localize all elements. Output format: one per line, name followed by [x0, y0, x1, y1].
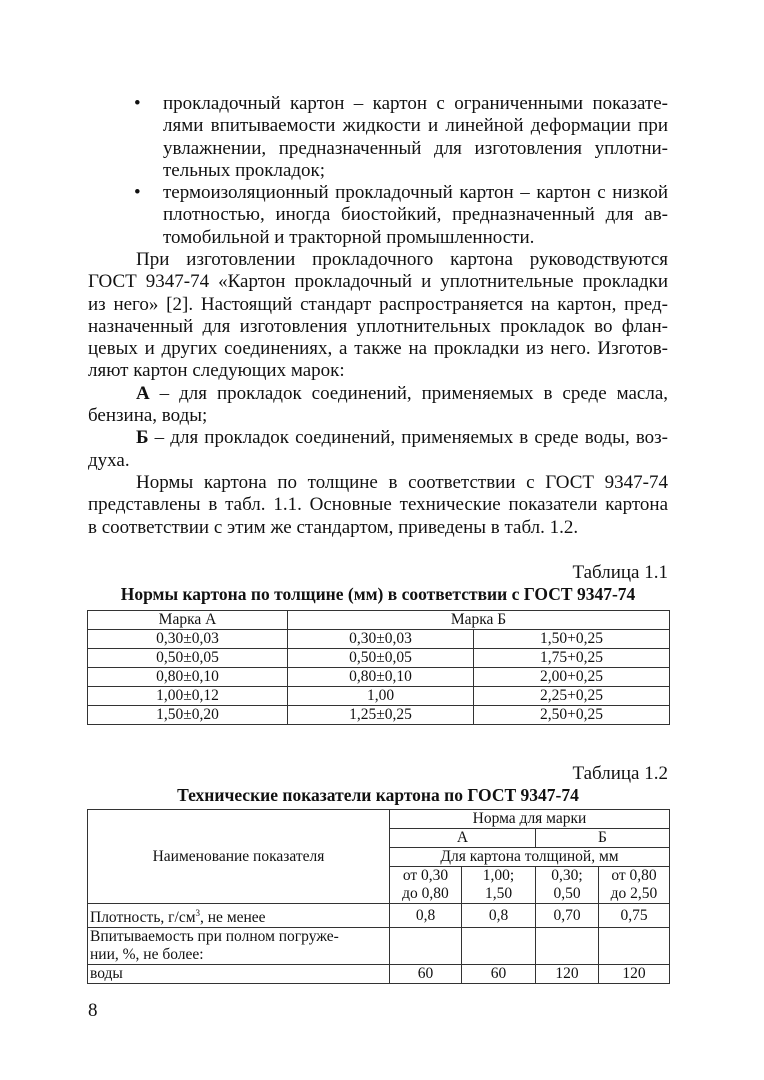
table1-title: Нормы картона по толщине (мм) в соответствии с ГОСТ 9347-74	[120, 584, 636, 604]
cell: 0,80±0,10	[288, 668, 474, 687]
line: 1,00;	[482, 867, 515, 884]
line: тельных прокладок;	[163, 159, 326, 181]
line: до 0,80	[402, 885, 449, 902]
table-row	[88, 649, 670, 668]
line: увлажнении, предназначенный для изготовления уплотни-	[163, 137, 668, 159]
line: При изготовлении прокладочного картона руководствуются	[136, 249, 668, 270]
list-item	[88, 93, 668, 115]
line: – для прокладок соединений, применяемых в среде воды, воз-	[148, 427, 668, 449]
cell: 1,00	[288, 687, 474, 706]
header-cell: Марка Б	[288, 611, 670, 630]
header-cell	[390, 867, 462, 904]
cell: 2,00+0,25	[474, 668, 670, 687]
line: Нормы картона по толщине в соответствии с ГОСТ 9347-74	[136, 471, 668, 493]
line: ляют картон следующих марок:	[88, 360, 345, 382]
cell: 60	[390, 965, 462, 984]
cell: 2,50+0,25	[474, 706, 670, 725]
line: – для прокладок соединений, применяемых в среде масла,	[149, 382, 668, 404]
cell	[536, 928, 599, 965]
header-cell	[599, 867, 670, 904]
technical-table	[87, 809, 670, 984]
line: 1,50	[484, 885, 513, 902]
cell: 0,8	[390, 904, 462, 928]
table-row	[88, 630, 670, 649]
cell: 0,50±0,05	[88, 649, 288, 668]
line: термоизоляционный прокладочный картон – картон с низкой	[163, 182, 668, 204]
cell: 0,30±0,03	[288, 630, 474, 649]
table-row	[88, 965, 670, 984]
cell	[390, 928, 462, 965]
row-label: воды	[88, 965, 390, 984]
cell	[599, 928, 670, 965]
line: нии, %, не более:	[90, 946, 204, 964]
header-cell: А	[390, 829, 536, 848]
cell: 2,25+0,25	[474, 687, 670, 706]
row-label	[88, 928, 390, 965]
header-cell: Б	[536, 829, 670, 848]
bullet-icon: •	[134, 182, 141, 204]
line: плотностью, иногда биостойкий, предназначенный для ав-	[163, 204, 668, 226]
table1-caption: Таблица 1.1	[572, 562, 668, 583]
cell: 0,50±0,05	[288, 649, 474, 668]
cell: 1,50±0,20	[88, 706, 288, 725]
cell: 60	[462, 965, 536, 984]
cell: 120	[536, 965, 599, 984]
cell: 1,50+0,25	[474, 630, 670, 649]
line: в соответствии с этим же стандартом, приведены в табл. 1.2.	[88, 516, 579, 538]
line: цевых и других соединениях, а также на прокладки из него. Изготов-	[88, 338, 668, 360]
line: от 0,30	[402, 867, 449, 884]
line: 0,50	[553, 885, 581, 902]
cell: 0,8	[462, 904, 536, 928]
cell: 0,75	[599, 904, 670, 928]
cell: 120	[599, 965, 670, 984]
mark-letter: Б	[136, 427, 149, 449]
label-suffix: , не менее	[200, 909, 266, 927]
mark-a-line	[88, 383, 668, 405]
header-cell: Для картона толщиной, мм	[390, 848, 670, 867]
table-row	[88, 687, 670, 706]
mark-b-line	[88, 427, 668, 449]
header-cell: Норма для марки	[390, 810, 670, 829]
list-item	[88, 182, 668, 204]
table-row	[88, 706, 670, 725]
line: ГОСТ 9347-74 «Картон прокладочный и уплотнительные прокладки	[88, 271, 668, 293]
table2-title: Технические показатели картона по ГОСТ 9347-74	[177, 785, 579, 805]
cell: 0,30±0,03	[88, 630, 288, 649]
cell: 1,00±0,12	[88, 687, 288, 706]
line: от 0,80	[611, 867, 657, 884]
cell: 0,80±0,10	[88, 668, 288, 687]
page-number: 8	[88, 1000, 98, 1021]
mark-letter: А	[136, 382, 150, 404]
label: Плотность, г/см	[90, 909, 196, 927]
line: до 2,50	[610, 885, 658, 902]
header-cell	[462, 867, 536, 904]
line: 0,30;	[551, 867, 583, 884]
line: из него» [2]. Настоящий стандарт распространяется на картон, пред-	[88, 293, 668, 315]
cell: 0,70	[536, 904, 599, 928]
table-row	[88, 928, 670, 965]
definitions-list	[88, 93, 668, 249]
header-cell	[536, 867, 599, 904]
cell: 1,75+0,25	[474, 649, 670, 668]
table2-caption: Таблица 1.2	[572, 763, 668, 784]
thickness-table	[87, 610, 670, 725]
cell: 1,25±0,25	[288, 706, 474, 725]
line: представлены в табл. 1.1. Основные технические показатели картона	[88, 494, 668, 516]
bullet-icon: •	[134, 93, 141, 114]
line: Впитываемость при полном погруже-	[90, 928, 339, 946]
line: духа.	[88, 449, 130, 471]
line: бензина, воды;	[88, 405, 208, 427]
superscript: 3	[195, 908, 201, 918]
line: томобильной и тракторной промышленности.	[163, 226, 535, 248]
header-cell: Наименование показателя	[88, 810, 390, 904]
line: лями впитываемости жидкости и линейной деформации при	[163, 115, 668, 137]
cell	[462, 928, 536, 965]
line: прокладочный картон – картон с ограниченными показате-	[163, 93, 668, 114]
row-label	[88, 904, 390, 928]
table-row	[88, 904, 670, 928]
paragraph-gost	[88, 249, 668, 539]
header-cell: Марка А	[88, 611, 288, 630]
table-row	[88, 668, 670, 687]
line: назначенный для изготовления уплотнительных прокладок во флан-	[88, 315, 668, 337]
